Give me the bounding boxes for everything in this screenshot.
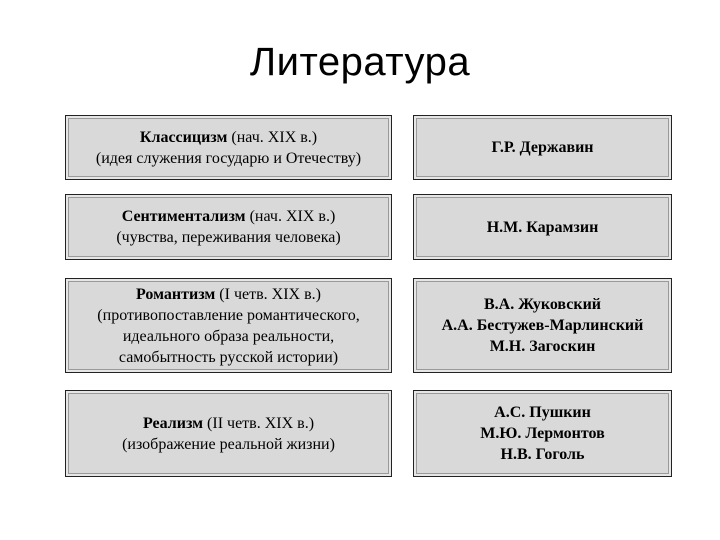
movement-box-romanticism <box>65 278 392 373</box>
movement-heading <box>136 284 321 305</box>
movement-period: (нач. XIX в.) <box>245 208 336 225</box>
movement-name: Сентиментализм <box>121 208 246 225</box>
movement-box-realism <box>65 390 392 477</box>
author-name: А.С. Пушкин <box>494 404 591 421</box>
author-name: Г.Р. Державин <box>491 139 594 156</box>
movement-period: (I четв. XIX в.) <box>215 285 321 303</box>
movement-description: (чувства, переживания человека) <box>116 229 341 246</box>
movement-period: (нач. XIX в.) <box>227 128 318 146</box>
movement-description: (изображение реальной жизни) <box>122 435 335 453</box>
movement-box-classicism <box>65 115 392 180</box>
movement-box-sentimentalism <box>65 194 392 260</box>
movement-heading <box>140 127 317 148</box>
movement-description: идеального образа реальности, <box>122 327 335 345</box>
author-name: Н.М. Карамзин <box>486 218 599 236</box>
authors-box-realism <box>413 390 672 477</box>
author-name: М.Н. Загоскин <box>489 338 596 355</box>
movement-description: самобытность русской истории) <box>118 348 339 366</box>
author-name: Н.В. Гоголь <box>500 446 585 463</box>
movement-name: Романтизм <box>136 285 216 303</box>
movement-description: (противопоставление романтического, <box>97 306 360 324</box>
movement-name: Классицизм <box>139 128 228 146</box>
movement-heading <box>143 413 314 434</box>
page-title: Литература <box>249 40 471 84</box>
movement-period: (II четв. XIX в.) <box>203 414 315 432</box>
movement-description: (идея служения государю и Отечеству) <box>95 149 362 167</box>
movement-name: Реализм <box>142 414 204 432</box>
author-name: М.Ю. Лермонтов <box>480 425 605 442</box>
authors-box-classicism <box>413 115 672 180</box>
author-name: А.А. Бестужев-Марлинский <box>441 317 644 334</box>
authors-box-sentimentalism <box>413 194 672 260</box>
movement-heading <box>122 206 336 227</box>
author-name: В.А. Жуковский <box>483 296 602 313</box>
authors-box-romanticism <box>413 278 672 373</box>
